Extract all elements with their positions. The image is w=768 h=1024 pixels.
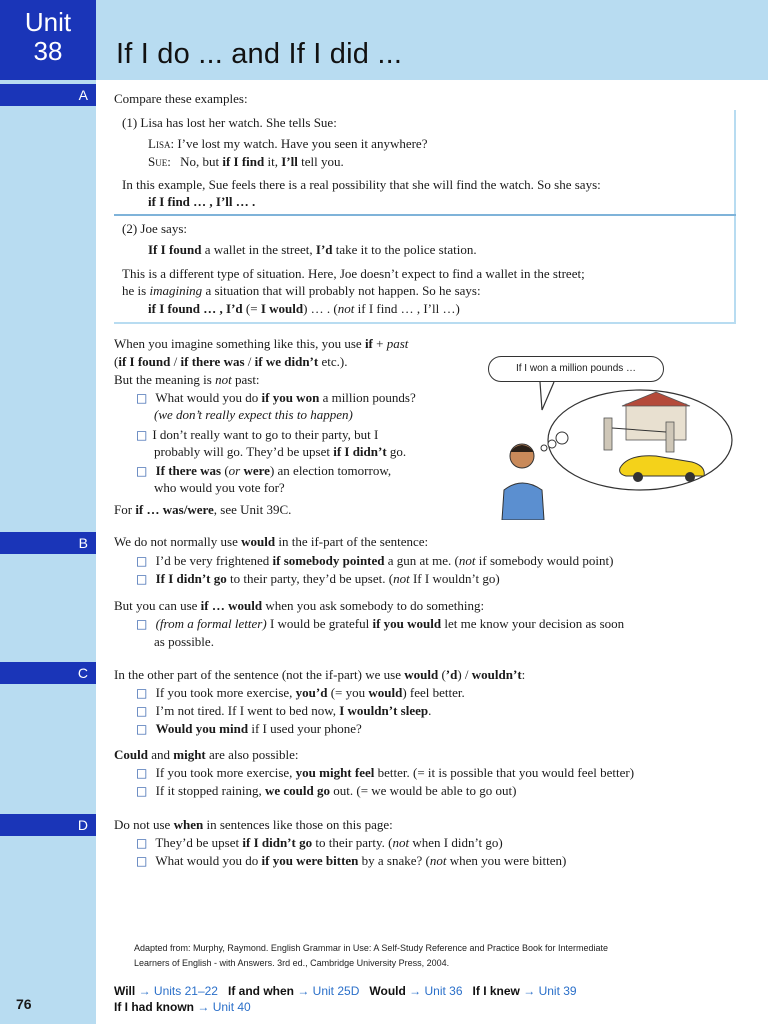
daydream-illustration	[496, 378, 742, 520]
bullet-b-2: □ If I didn’t go to their party, they’d be upset. (not If I wouldn’t go)	[136, 569, 500, 589]
page-number: 76	[16, 996, 32, 1012]
thought-dot-medium	[548, 440, 556, 448]
section-tab-d: D	[0, 814, 96, 836]
cross-references-row-2: If I had known → Unit 40	[114, 1000, 251, 1014]
section-a-intro: Compare these examples:	[114, 91, 248, 106]
arrow-icon: →	[197, 1000, 210, 1014]
bullet-b-3-line-2: as possible.	[154, 634, 214, 649]
imagine-rule-2: (if I found / if there was / if we didn’t etc.).	[114, 354, 348, 369]
example-2-sentence: If I found a wallet in the street, I’d take it to the police station.	[148, 242, 477, 257]
man-shirt-icon	[502, 483, 544, 520]
section-tab-b: B	[0, 532, 96, 554]
link-units-21-22[interactable]: Units 21–22	[153, 984, 218, 998]
example-1-label: (1) Lisa has lost her watch. She tells Sue:	[122, 115, 337, 130]
speaker-sue: Sue:	[148, 154, 171, 169]
arrow-icon: →	[138, 984, 151, 998]
bullet-c-4: □ If you took more exercise, you might feel better. (= it is possible that you would feel better)	[136, 763, 634, 783]
bullet-b-1: □ I’d be very frightened if somebody pointed a gun at me. (not if somebody would point)	[136, 551, 613, 571]
bullet-a-3-line-1: □ If there was (or were) an election tomorrow,	[136, 461, 391, 481]
bullet-d-1: □ They’d be upset if I didn’t go to their party. (not when I didn’t go)	[136, 833, 503, 853]
example-2-explanation-2: he is imagining a situation that will probably not happen. So he says:	[122, 283, 481, 298]
example-2-form: if I found … , I’d (= I would) … . (not if I find … , I’ll …)	[148, 301, 460, 316]
link-unit-36[interactable]: Unit 36	[424, 984, 463, 998]
link-unit-39[interactable]: Unit 39	[538, 984, 577, 998]
bullet-a-1-line-2: (we don’t really expect this to happen)	[154, 407, 353, 422]
source-credits	[134, 941, 608, 971]
unit-word: Unit	[24, 7, 72, 37]
credits-line-2: Learners of English - with Answers. 3rd ed., Cambridge University Press, 2004.	[134, 958, 450, 968]
page-title: If I do ... and If I did ...	[116, 38, 403, 70]
bullet-c-3: □ Would you mind if I used your phone?	[136, 719, 362, 739]
section-d-intro: Do not use when in sentences like those on this page:	[114, 817, 393, 832]
section-b-but: But you can use if … would when you ask somebody to do something:	[114, 598, 485, 613]
section-tab-a: A	[0, 84, 96, 106]
speech-bubble: If I won a million pounds …	[488, 356, 664, 382]
car-wheel-front	[633, 472, 643, 482]
bullet-c-2: □ I’m not tired. If I went to bed now, I wouldn’t sleep.	[136, 701, 431, 721]
gate-pillar-left	[604, 418, 612, 450]
section-c-intro: In the other part of the sentence (not the if-part) we use would (’d) / wouldn’t:	[114, 667, 526, 682]
dialogue-lisa: Lisa: I’ve lost my watch. Have you seen it anywhere?	[148, 136, 428, 151]
section-b-intro: We do not normally use would in the if-part of the sentence:	[114, 534, 429, 549]
could-might-intro: Could and might are also possible:	[114, 747, 299, 762]
meaning-not-past: But the meaning is not past:	[114, 372, 260, 387]
speaker-lisa: Lisa:	[148, 136, 175, 151]
car-wheel-rear	[685, 472, 695, 482]
link-unit-40[interactable]: Unit 40	[212, 1000, 251, 1014]
title-rule	[96, 80, 768, 82]
bullet-c-5: □ If it stopped raining, we could go out. (= we would be able to go out)	[136, 781, 516, 801]
bullet-a-2-line-1: □ I don’t really want to go to their party, but I	[136, 425, 378, 445]
arrow-icon: →	[297, 984, 310, 998]
examples-separator	[114, 214, 736, 216]
see-unit-39c: For if … was/were, see Unit 39C.	[114, 502, 292, 517]
credits-line-1: Adapted from: Murphy, Raymond. English Grammar in Use: A Self-Study Reference and Practice Book for Intermediate	[134, 943, 609, 953]
cross-references-row-1: Will → Units 21–22 If and when → Unit 25D Would → Unit 36 If I knew → Unit 39	[114, 984, 577, 998]
section-tab-c: C	[0, 662, 96, 684]
bullet-c-1: □ If you took more exercise, you’d (= you would) feel better.	[136, 683, 465, 703]
gate-pillar-right	[666, 422, 674, 452]
thought-dot-small	[541, 445, 547, 451]
mansion-icon	[626, 404, 686, 440]
dialogue-sue: Sue: No, but if I find it, I’ll tell you.	[148, 154, 344, 169]
example-1-form: if I find … , I’ll … .	[148, 194, 256, 209]
bullet-a-2-line-2: probably will go. They’d be upset if I didn’t go.	[154, 444, 407, 459]
man-hair	[510, 445, 534, 452]
bubble-tail	[540, 382, 554, 410]
left-margin-strip	[0, 0, 96, 1024]
arrow-icon: →	[409, 984, 422, 998]
unit-badge	[0, 0, 96, 80]
link-unit-25d[interactable]: Unit 25D	[312, 984, 360, 998]
bullet-b-3-line-1: □ (from a formal letter) I would be grateful if you would let me know your decision as soon	[136, 614, 624, 634]
unit-number: 38	[33, 36, 63, 66]
imagine-rule-1: When you imagine something like this, you use if + past	[114, 336, 409, 351]
thought-dot-large	[556, 432, 568, 444]
bullet-d-2: □ What would you do if you were bitten by a snake? (not when you were bitten)	[136, 851, 566, 871]
example-1-explanation: In this example, Sue feels there is a real possibility that she will find the watch. So she says:	[122, 177, 601, 192]
example-2-label: (2) Joe says:	[122, 221, 187, 236]
arrow-icon: →	[523, 984, 536, 998]
example-2-explanation-1: This is a different type of situation. Here, Joe doesn’t expect to find a wallet in the street;	[122, 266, 585, 281]
bullet-a-1-line-1: □ What would you do if you won a million pounds?	[136, 388, 416, 408]
bullet-a-3-line-2: who would you vote for?	[154, 480, 285, 495]
